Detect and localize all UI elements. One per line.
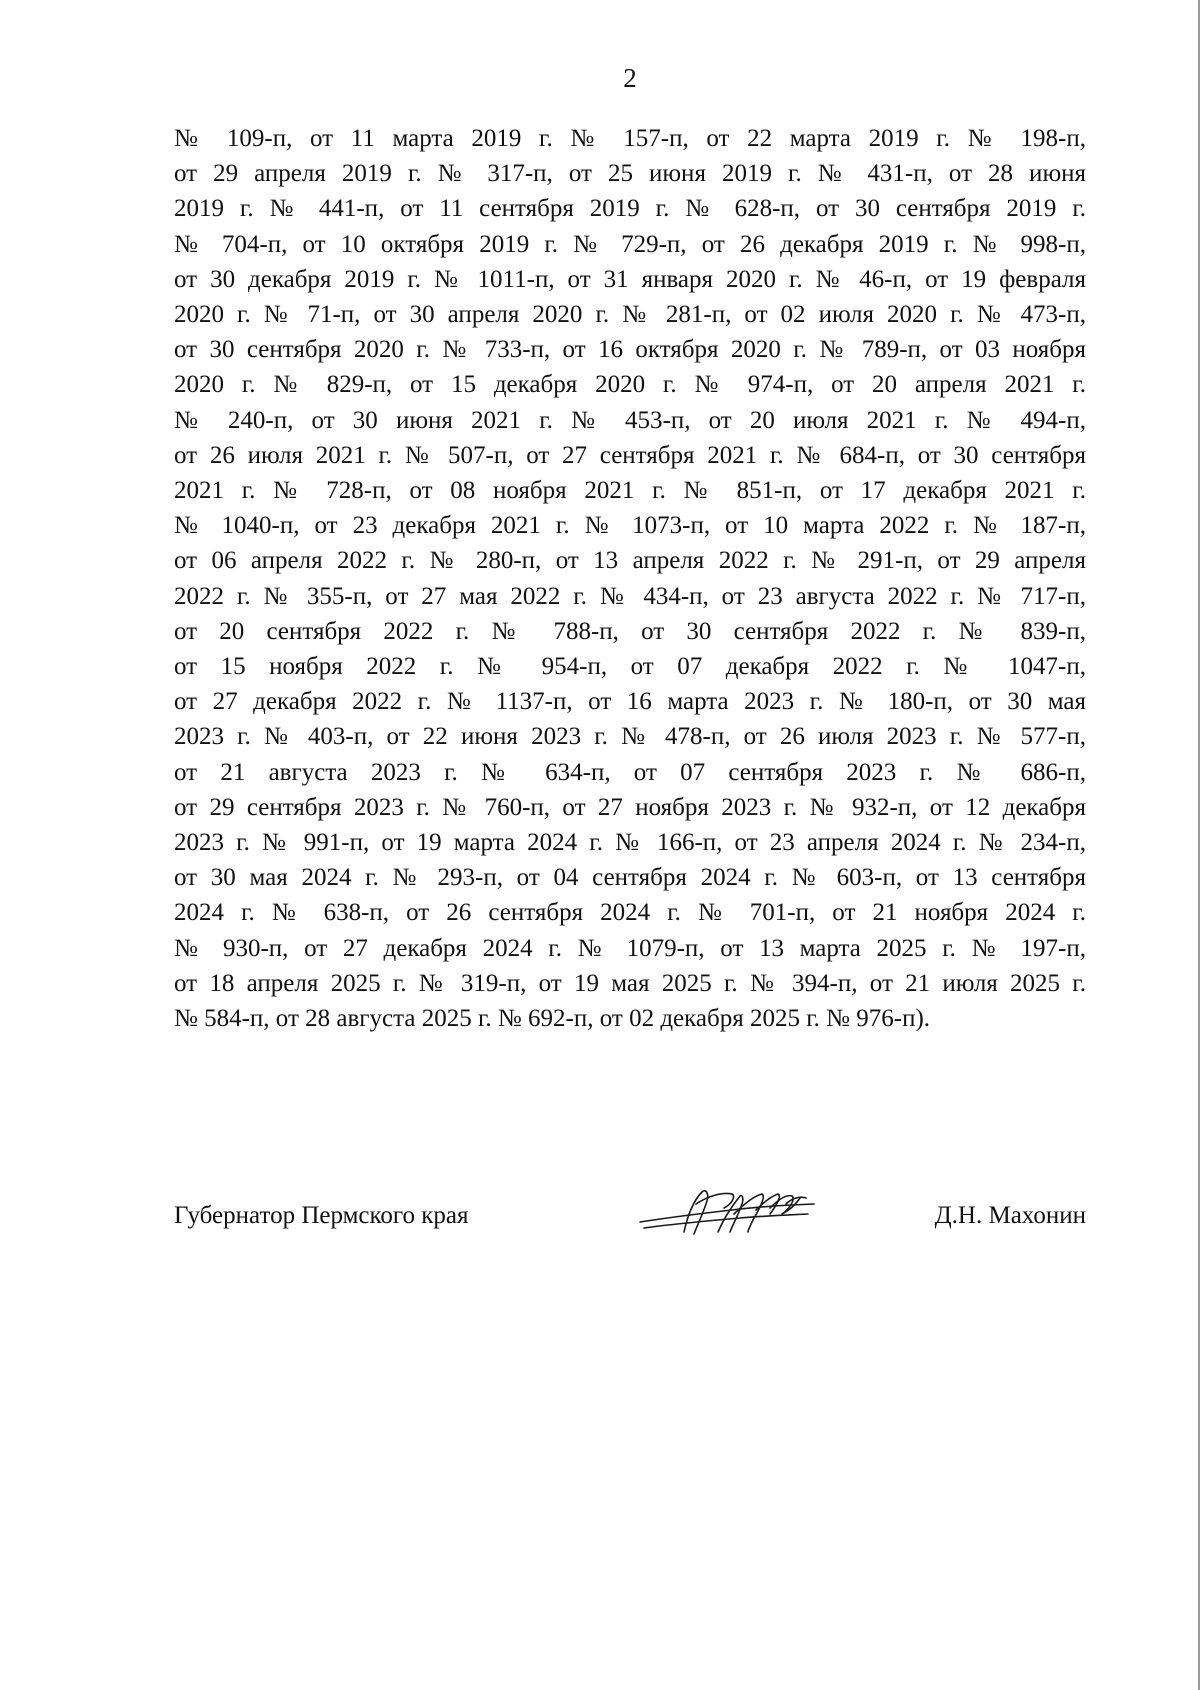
page-number: 2 (623, 63, 637, 93)
signatory-name: Д.Н. Махонин (934, 1202, 1086, 1229)
document-body (174, 121, 1086, 1036)
text-line: № 240-п, от 30 июня 2021 г. № 453-п, от 20 июля 2021 г. № 494-п, (174, 406, 1086, 434)
text-line: от 30 сентября 2020 г. № 733-п, от 16 октября 2020 г. № 789-п, от 03 ноября (174, 336, 1086, 364)
text-line: № 109-п, от 11 марта 2019 г. № 157-п, от 22 марта 2019 г. № 198-п, (174, 125, 1086, 152)
text-line: 2023 г. № 403-п, от 22 июня 2023 г. № 478-п, от 26 июля 2023 г. № 577-п, (174, 723, 1086, 751)
text-line: от 29 апреля 2019 г. № 317-п, от 25 июня 2019 г. № 431-п, от 28 июня (174, 160, 1086, 188)
text-line: 2019 г. № 441-п, от 11 сентября 2019 г. № 628-п, от 30 сентября 2019 г. (174, 195, 1086, 223)
handwritten-signature-icon (636, 1174, 836, 1250)
text-line: от 29 сентября 2023 г. № 760-п, от 27 ноября 2023 г. № 932-п, от 12 декабря (174, 793, 1086, 821)
text-line: 2023 г. № 991-п, от 19 марта 2024 г. № 166-п, от 23 апреля 2024 г. № 234-п, (174, 829, 1086, 857)
text-line: от 06 апреля 2022 г. № 280-п, от 13 апреля 2022 г. № 291-п, от 29 апреля (174, 547, 1086, 575)
text-line: № 1040-п, от 23 декабря 2021 г. № 1073-п, от 10 марта 2022 г. № 187-п, (174, 512, 1086, 540)
text-line: 2024 г. № 638-п, от 26 сентября 2024 г. № 701-п, от 21 ноября 2024 г. (174, 899, 1086, 927)
text-line: от 26 июля 2021 г. № 507-п, от 27 сентября 2021 г. № 684-п, от 30 сентября (174, 441, 1086, 469)
text-line: 2021 г. № 728-п, от 08 ноября 2021 г. № 851-п, от 17 декабря 2021 г. (174, 477, 1086, 505)
text-line: № 930-п, от 27 декабря 2024 г. № 1079-п, от 13 марта 2025 г. № 197-п, (174, 934, 1086, 962)
text-line: 2020 г. № 71-п, от 30 апреля 2020 г. № 281-п, от 02 июля 2020 г. № 473-п, (174, 301, 1086, 329)
text-line: 2020 г. № 829-п, от 15 декабря 2020 г. № 974-п, от 20 апреля 2021 г. (174, 371, 1086, 399)
signatory-position: Губернатор Пермского края (174, 1202, 469, 1229)
text-line: от 20 сентября 2022 г. № 788-п, от 30 сентября 2022 г. № 839-п, (174, 617, 1086, 645)
text-line: 2022 г. № 355-п, от 27 мая 2022 г. № 434-п, от 23 августа 2022 г. № 717-п, (174, 582, 1086, 610)
text-line: от 15 ноября 2022 г. № 954-п, от 07 декабря 2022 г. № 1047-п, (174, 653, 1086, 681)
text-line: № 704-п, от 10 октября 2019 г. № 729-п, от 26 декабря 2019 г. № 998-п, (174, 230, 1086, 258)
text-line: № 584-п, от 28 августа 2025 г. № 692-п, от 02 декабря 2025 г. № 976-п). (174, 1005, 931, 1033)
text-line: от 30 декабря 2019 г. № 1011-п, от 31 января 2020 г. № 46-п, от 19 февраля (174, 265, 1086, 293)
text-line: от 18 апреля 2025 г. № 319-п, от 19 мая 2025 г. № 394-п, от 21 июля 2025 г. (174, 969, 1086, 997)
text-line: от 21 августа 2023 г. № 634-п, от 07 сентября 2023 г. № 686-п, (174, 758, 1086, 786)
signature-block (174, 1196, 1086, 1236)
text-line: от 27 декабря 2022 г. № 1137-п, от 16 марта 2023 г. № 180-п, от 30 мая (174, 688, 1086, 716)
text-line: от 30 мая 2024 г. № 293-п, от 04 сентября 2024 г. № 603-п, от 13 сентября (174, 864, 1086, 892)
